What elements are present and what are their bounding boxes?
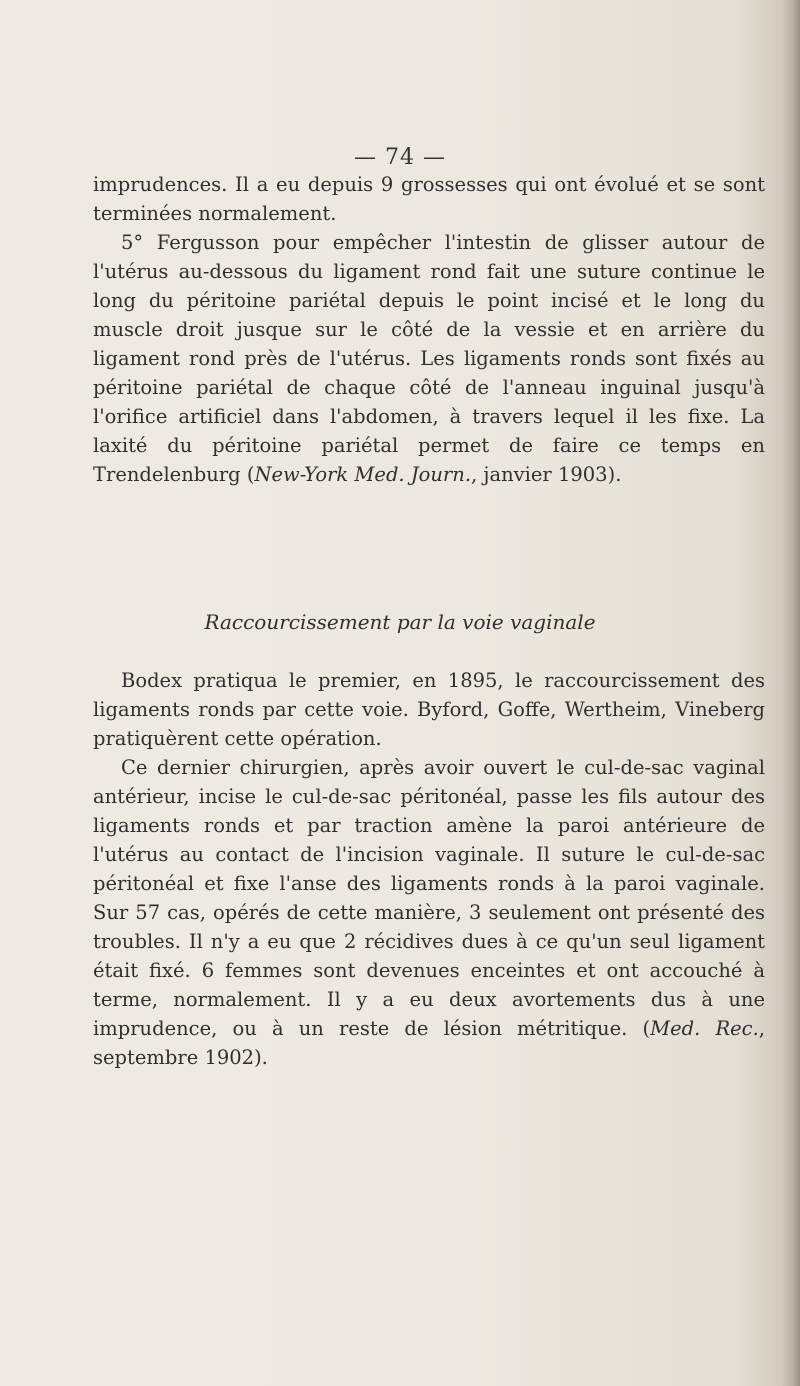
paragraph-fergusson bbox=[93, 228, 765, 489]
citation-journal: New-York Med. Journ. bbox=[254, 463, 472, 486]
page-edge-shadow bbox=[782, 0, 800, 1386]
citation-date: , janvier 1903). bbox=[471, 463, 622, 486]
paragraph-fergusson-text: 5° Fergusson pour empêcher l'intestin de glisser autour de l'utérus au-dessous du ligament rond fait une suture continue le long du péritoine pariétal depuis le point incisé et le long du muscle droit jusque sur le côté de la vessie et en arrière du ligament rond près de l'utérus. Les ligaments ronds sont fixés au péritoine pariétal de chaque côté de l'anneau inguinal jusqu'à l'orifice artificiel dans l'abdomen, à travers lequel il les fixe. La laxité du péritoine pariétal permet de faire ce temps en Trendelenburg ( bbox=[93, 231, 765, 486]
paragraph-surgeon bbox=[93, 753, 765, 1072]
paragraph-bodex: Bodex pratiqua le premier, en 1895, le raccourcissement des ligaments ronds par cette voie. Byford, Goffe, Wertheim, Vineberg pratiquèrent cette opération. bbox=[93, 669, 765, 750]
citation-journal-2: Med. Rec. bbox=[650, 1017, 759, 1040]
paragraph-surgeon-text: Ce dernier chirurgien, après avoir ouvert le cul-de-sac vaginal antérieur, incise le cul-de-sac péritonéal, passe les fils autour des ligaments ronds et par traction amène la paroi antérieure de l'utérus au contact de l'incision vaginale. Il suture le cul-de-sac péritonéal et fixe l'anse des ligaments ronds à la paroi vaginale. Sur 57 cas, opérés de cette manière, 3 seulement ont présenté des troubles. Il n'y a eu que 2 récidives dues à ce qu'un seul ligament était fixé. 6 femmes sont devenues enceintes et ont accouché à terme, normalement. Il y a eu deux avortements dus à une imprudence, ou à un reste de lésion métritique. ( bbox=[93, 756, 765, 1040]
paragraph-continuation: imprudences. Il a eu depuis 9 grossesses qui ont évolué et se sont terminées normalement. bbox=[93, 173, 765, 225]
citation-date-2: , septembre 1902). bbox=[93, 1017, 765, 1069]
page-number: — 74 — bbox=[354, 145, 446, 170]
text-block-bottom bbox=[93, 666, 765, 1072]
text-block-top bbox=[93, 170, 765, 489]
section-heading: Raccourcissement par la voie vaginale bbox=[204, 610, 596, 634]
